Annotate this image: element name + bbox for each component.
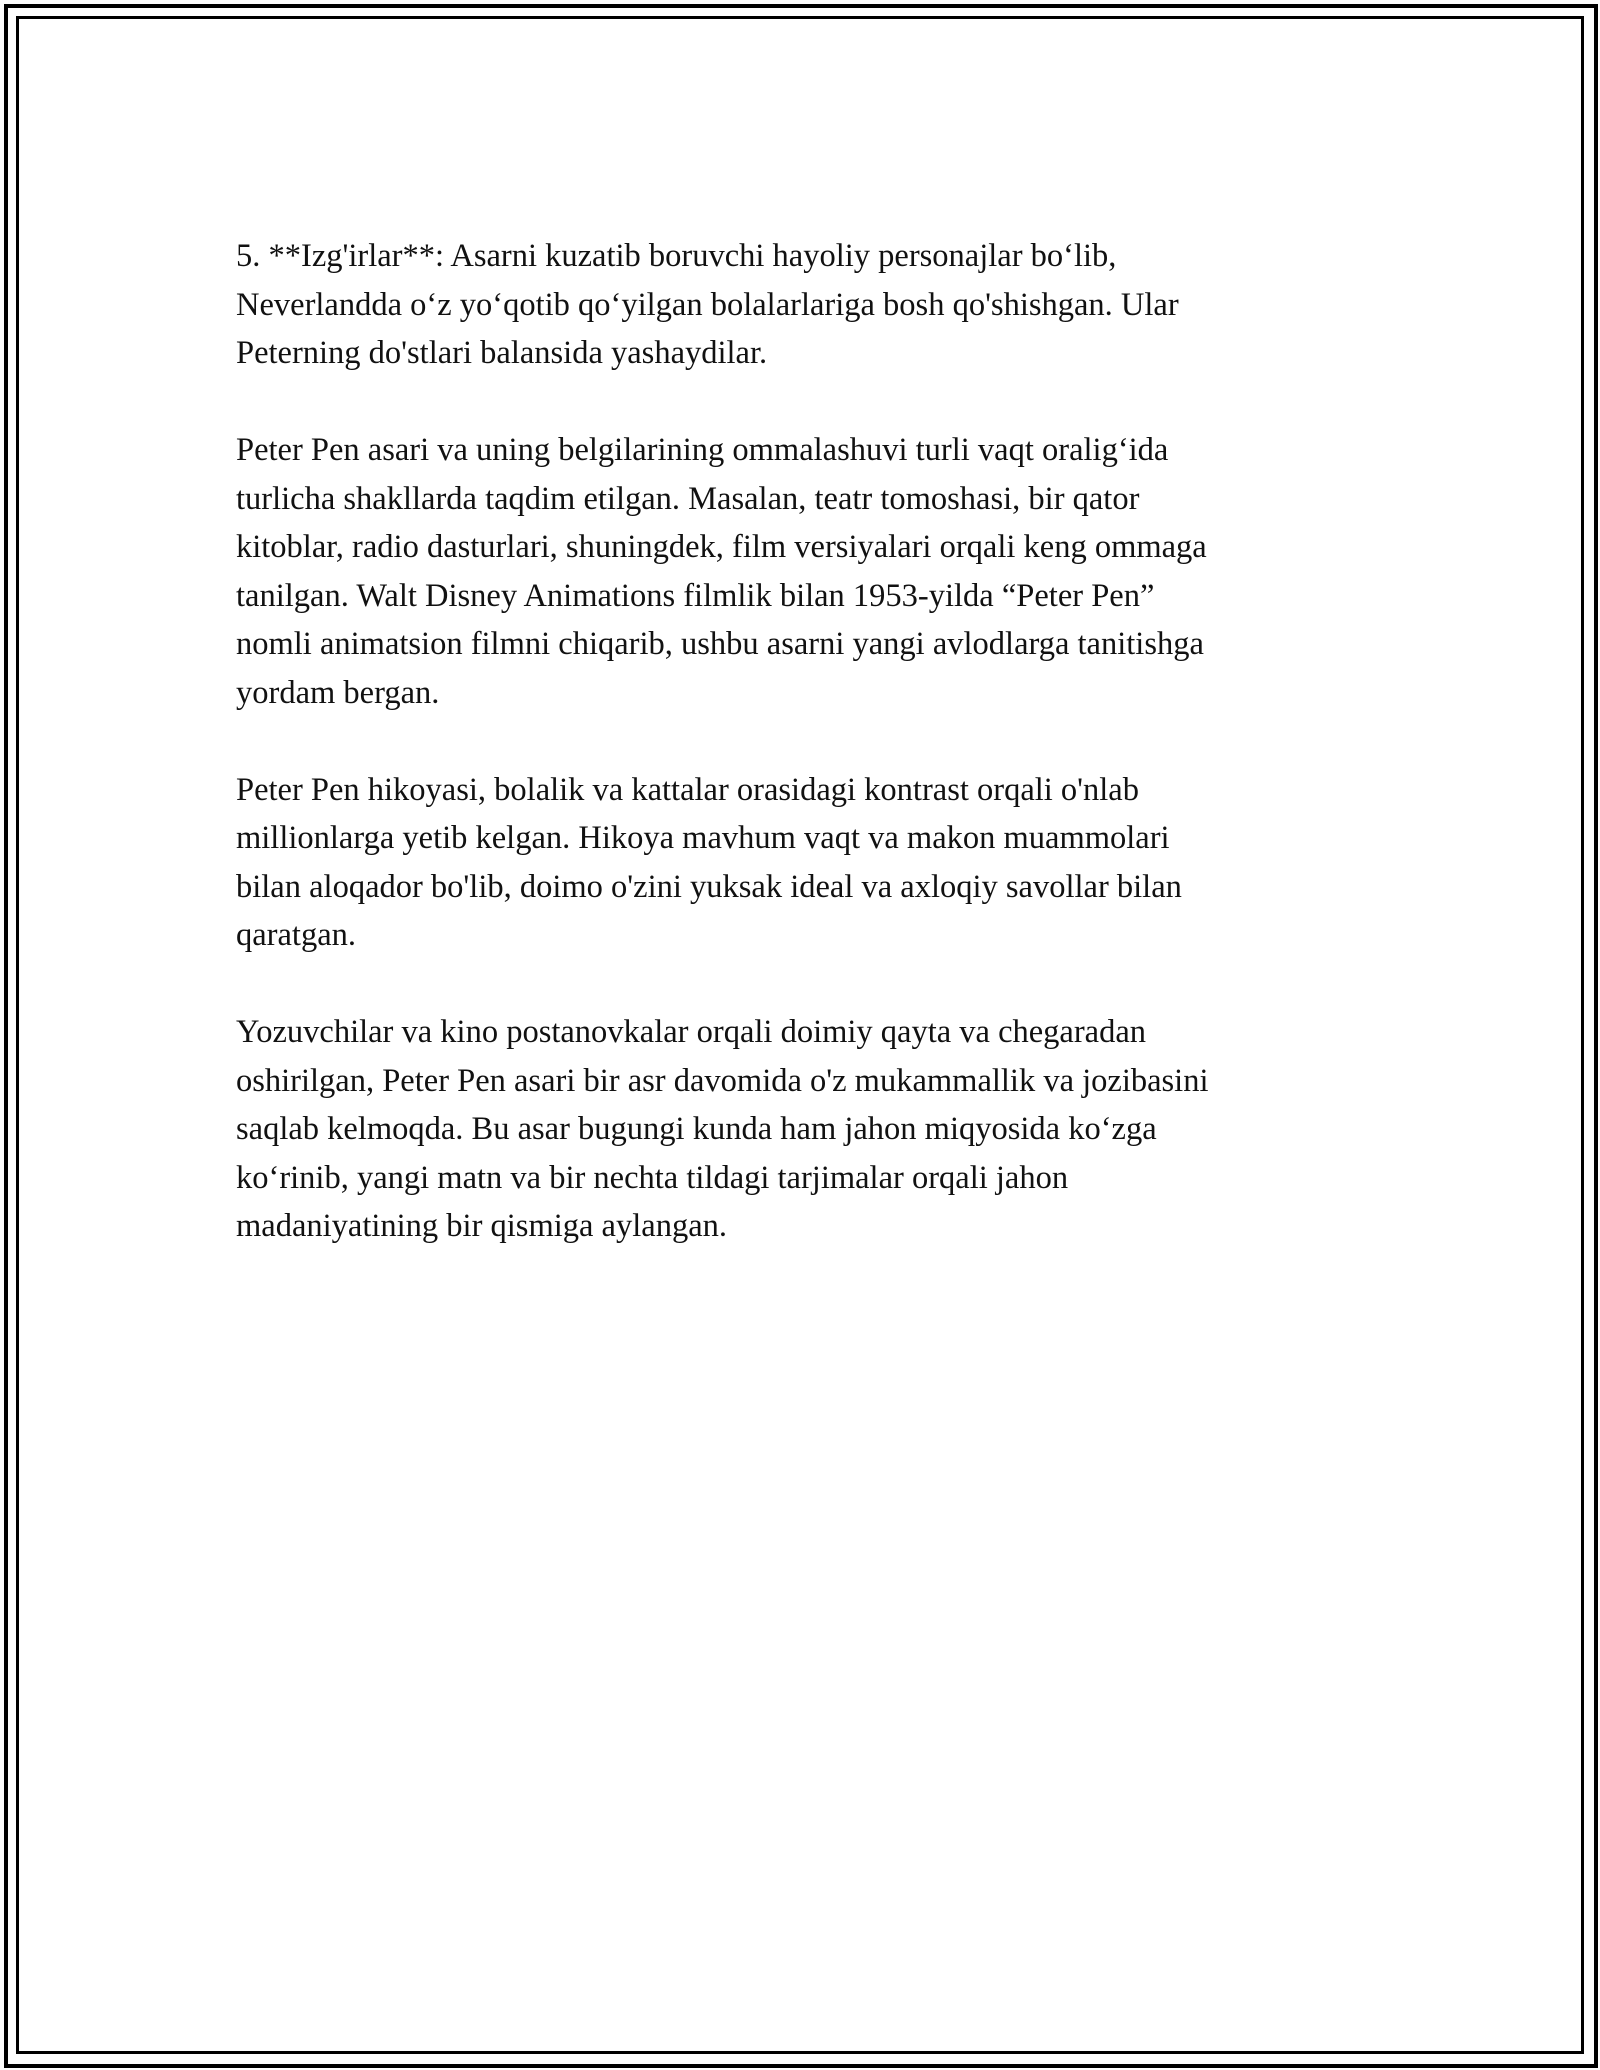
paragraph-legacy: Yozuvchilar va kino postanovkalar orqali doimiy qayta va chegaradan oshirilgan, Peter Pen asari bir asr davomida o'z mukammallik va jozibasini saqlab kelmoqda. Bu asar bugungi kunda ham jahon miqyosida ko‘zga ko‘rinib, yangi matn va bir nechta tildagi tarjimalar orqali jahon madaniyatining bir qismiga aylangan. [236,1014,1209,1244]
paragraph-list-item-5: 5. **Izg'irlar**: Asarni kuzatib boruvchi hayoliy personajlar bo‘lib, Neverlandda o‘z yo‘qotib qo‘yilgan bolalarlariga bosh qo'shishgan. Ular Peterning do'stlari balansida yashaydilar. [236,238,1179,371]
paragraph-story-theme: Peter Pen hikoyasi, bolalik va kattalar orasidagi kontrast orqali o'nlab millionlarga yetib kelgan. Hikoya mavhum vaqt va makon muammolari bilan aloqador bo'lib, doimo o'zini yuksak ideal va axloqiy savollar bilan qaratgan. [236,771,1182,953]
document-body [236,232,1366,1299]
paragraph-popularization: Peter Pen asari va uning belgilarining ommalashuvi turli vaqt oralig‘ida turlicha shakllarda taqdim etilgan. Masalan, teatr tomoshasi, bir qator kitoblar, radio dasturlari, shuningdek, film versiyalari orqali keng ommaga tanilgan. Walt Disney Animations filmlik bilan 1953-yilda “Peter Pen” nomli animatsion filmni chiqarib, ushbu asarni yangi avlodlarga tanitishga yordam bergan. [236,432,1207,711]
